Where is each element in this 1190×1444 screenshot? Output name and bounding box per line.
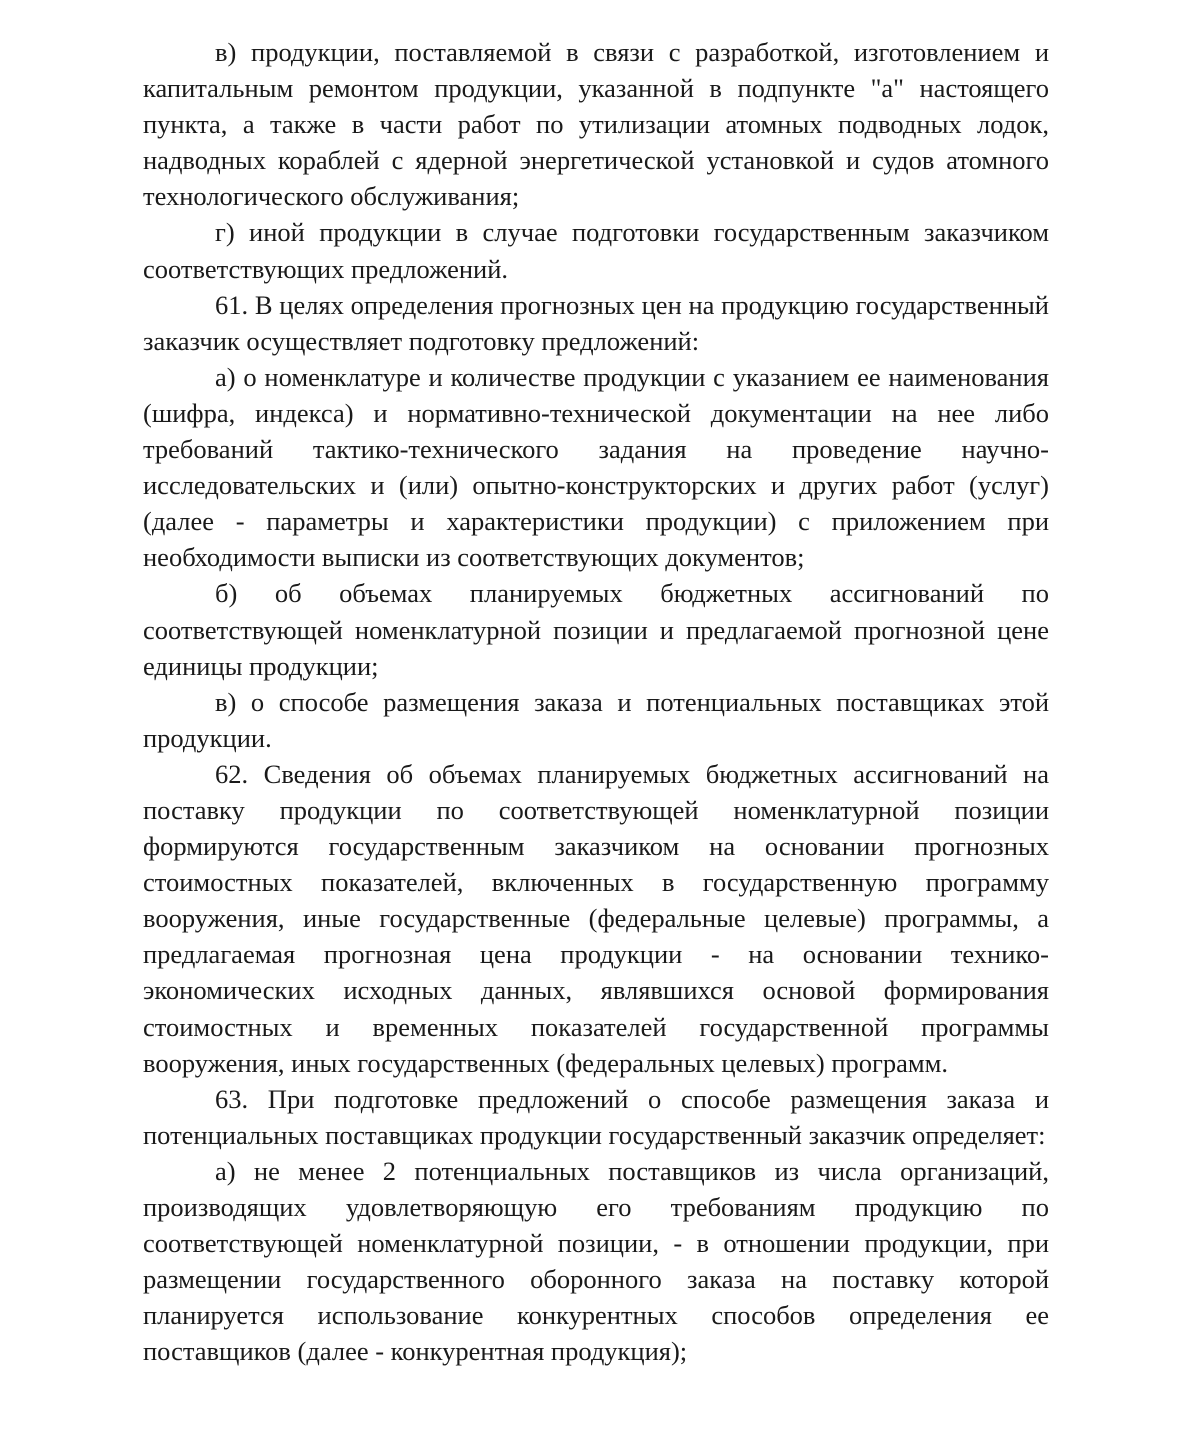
paragraph-62: 62. Сведения об объемах планируемых бюджетных ассигнований на поставку продукции по соответствующей номенклатурной позиции формируются государственным заказчиком на основании прогнозных стоимостных показателей, включенных в государственную программу вооружения, иные государственные (федеральные целевые) программы, а предлагаемая прогнозная цена продукции - на основании технико-экономических исходных данных, являвшихся основой формирования стоимостных и временных показателей государственной программы вооружения, иных государственных (федеральных целевых) программ. xyxy=(143,758,1049,1078)
paragraph-63: 63. При подготовке предложений о способе размещения заказа и потенциальных поставщиках продукции государственный заказчик определяет: xyxy=(143,1083,1049,1150)
document-page xyxy=(143,34,1049,1369)
paragraph-v-product-repair: в) продукции, поставляемой в связи с разработкой, изготовлением и капитальным ремонтом продукции, указанной в подпункте "а" настоящего пункта, а также в части работ по утилизации атомных подводных лодок, надводных кораблей с ядерной энергетической установкой и судов атомного технологического обслуживания; xyxy=(143,37,1049,212)
paragraph-61-a: а) о номенклатуре и количестве продукции с указанием ее наименования (шифра, индекса) и нормативно-технической документации на нее либо требований тактико-технического задания на проведение научно-исследовательских и (или) опытно-конструкторских и других работ (услуг) (далее - параметры и характеристики продукции) с приложением при необходимости выписки из соответствующих документов; xyxy=(143,361,1049,573)
paragraph-61: 61. В целях определения прогнозных цен на продукцию государственный заказчик осуществляет подготовку предложений: xyxy=(143,289,1049,356)
paragraph-g-other-product: г) иной продукции в случае подготовки государственным заказчиком соответствующих предложений. xyxy=(143,217,1049,284)
paragraph-61-b: б) об объемах планируемых бюджетных ассигнований по соответствующей номенклатурной позиции и предлагаемой прогнозной цене единицы продукции; xyxy=(143,578,1049,681)
paragraph-61-v: в) о способе размещения заказа и потенциальных поставщиках этой продукции. xyxy=(143,686,1049,753)
paragraph-63-a: а) не менее 2 потенциальных поставщиков из числа организаций, производящих удовлетворяющую его требованиям продукцию по соответствующей номенклатурной позиции, - в отношении продукции, при размещении государственного оборонного заказа на поставку которой планируется использование конкурентных способов определения ее поставщиков (далее - конкурентная продукция); xyxy=(143,1155,1049,1367)
